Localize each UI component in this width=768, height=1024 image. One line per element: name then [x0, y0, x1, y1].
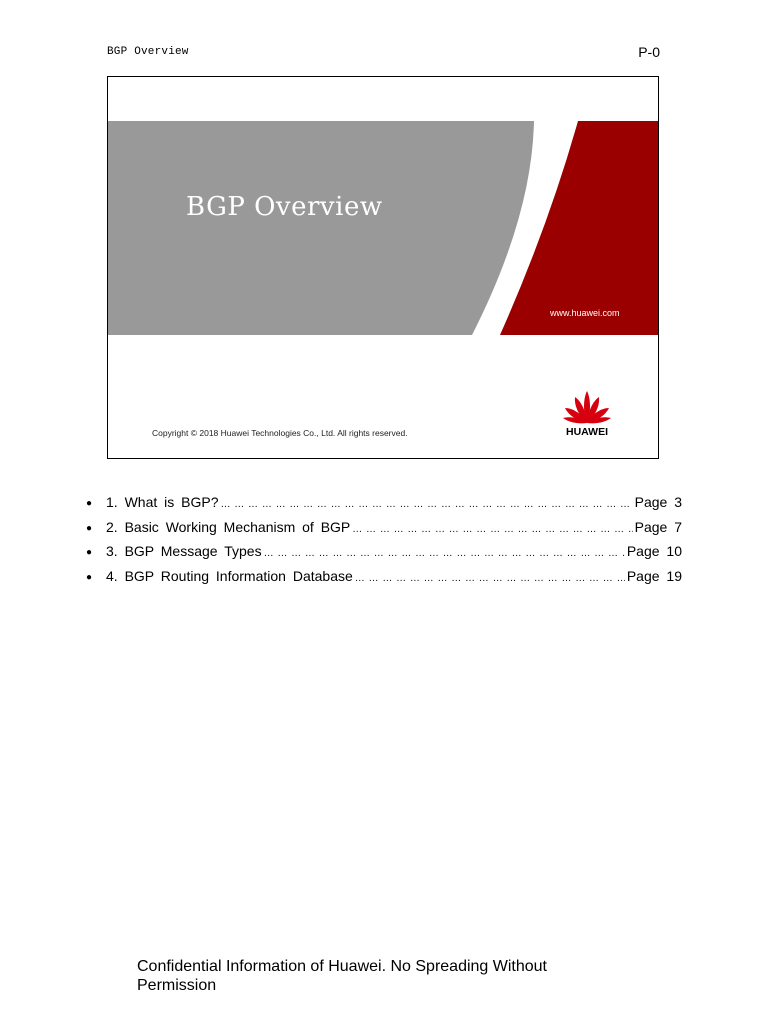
- toc-item-page: Page 19: [626, 567, 682, 584]
- gray-band: [108, 121, 534, 335]
- toc-leader-dots: [264, 544, 625, 564]
- toc-item-page: Page 10: [626, 543, 682, 559]
- slide-thumbnail: [107, 76, 659, 459]
- table-of-contents: [86, 492, 682, 590]
- toc-item-label: 1. What is BGP?: [106, 494, 219, 510]
- slide-url: www.huawei.com: [550, 308, 620, 318]
- toc-leader-dots: [352, 520, 632, 540]
- page-header-title: BGP Overview: [107, 46, 189, 58]
- toc-leader-dots: [220, 495, 632, 515]
- toc-item-label: 2. Basic Working Mechanism of BGP: [106, 518, 351, 535]
- bullet-icon: ●: [86, 547, 93, 558]
- toc-item: [86, 517, 682, 542]
- page-number: P-0: [638, 44, 660, 60]
- toc-leader-dots: [355, 569, 625, 589]
- slide-title: BGP Overview: [186, 192, 383, 222]
- bullet-icon: ●: [86, 571, 93, 583]
- confidentiality-footer: Confidential Information of Huawei. No Spreading Without Permission: [137, 958, 547, 994]
- bullet-icon: ●: [86, 498, 93, 509]
- toc-item-label: 4. BGP Routing Information Database: [106, 567, 353, 584]
- huawei-flower-icon: [562, 389, 612, 425]
- huawei-logo: [557, 389, 617, 439]
- toc-item: [86, 566, 682, 591]
- toc-item-page: Page 7: [634, 518, 682, 535]
- toc-item: [86, 541, 682, 566]
- toc-item-page: Page 3: [634, 494, 682, 510]
- logo-wordmark: HUAWEI: [566, 426, 608, 438]
- bullet-icon: ●: [86, 522, 93, 534]
- slide-copyright: Copyright © 2018 Huawei Technologies Co., Ltd. All rights reserved.: [152, 428, 408, 438]
- toc-item-label: 3. BGP Message Types: [106, 543, 262, 559]
- toc-item: [86, 492, 682, 517]
